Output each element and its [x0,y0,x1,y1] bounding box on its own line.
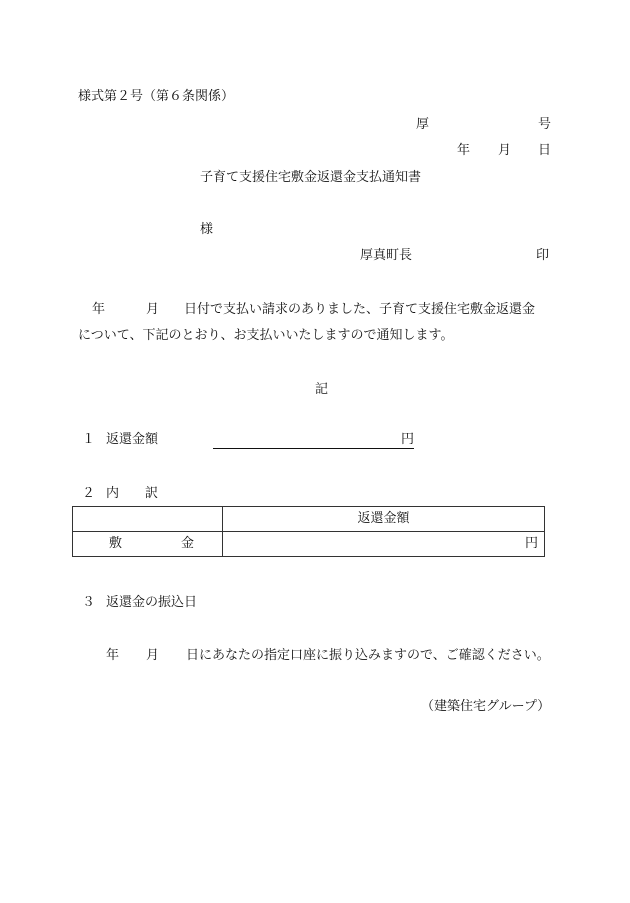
date-day: 日 [538,143,552,158]
amount-underline [213,448,414,449]
form-label: 様式第２号（第６条関係） [78,89,235,104]
section2-label-b: 訳 [145,486,159,501]
row-label-b: 金 [180,536,194,551]
reference-prefix: 厚 [416,117,430,132]
seal-mark: 印 [536,248,550,263]
document-title: 子育て支援住宅敷金返還金支払通知書 [200,170,422,185]
reference-suffix: 号 [538,117,552,132]
row-label-a: 敷 [109,536,123,551]
row-label-cell [73,532,223,557]
transfer-year: 年 [106,648,120,663]
breakdown-table [72,506,545,557]
section3-label: 返還金の振込日 [106,595,198,610]
body-line2: について、下記のとおり、お支払いいたしますので通知します。 [78,328,454,343]
table-header-row [73,507,545,532]
section2-number: ２ [82,486,96,501]
body-month: 月 [146,302,160,317]
transfer-month: 月 [146,648,160,663]
date-month: 月 [498,143,512,158]
body-year: 年 [92,302,106,317]
table-row [73,532,545,557]
section1-label: 返還金額 [106,432,159,447]
row-amount-cell: 円 [223,532,545,557]
body-line1: 日付で支払い請求のありました、子育て支援住宅敷金返還金 [184,302,536,317]
section3-number: ３ [82,595,96,610]
recipient-suffix: 様 [200,222,214,237]
transfer-text: 日にあなたの指定口座に振り込みますので、ご確認ください。 [186,648,550,663]
issuer-name: 厚真町長 [360,248,413,263]
section1-number: １ [82,432,96,447]
department-label: （建築住宅グループ） [421,699,551,714]
ki-heading: 記 [315,382,329,397]
header-empty-cell [73,507,223,532]
section2-label-a: 内 [106,486,120,501]
date-year: 年 [457,143,471,158]
section1-unit: 円 [401,432,415,447]
header-amount-cell: 返還金額 [223,507,545,532]
